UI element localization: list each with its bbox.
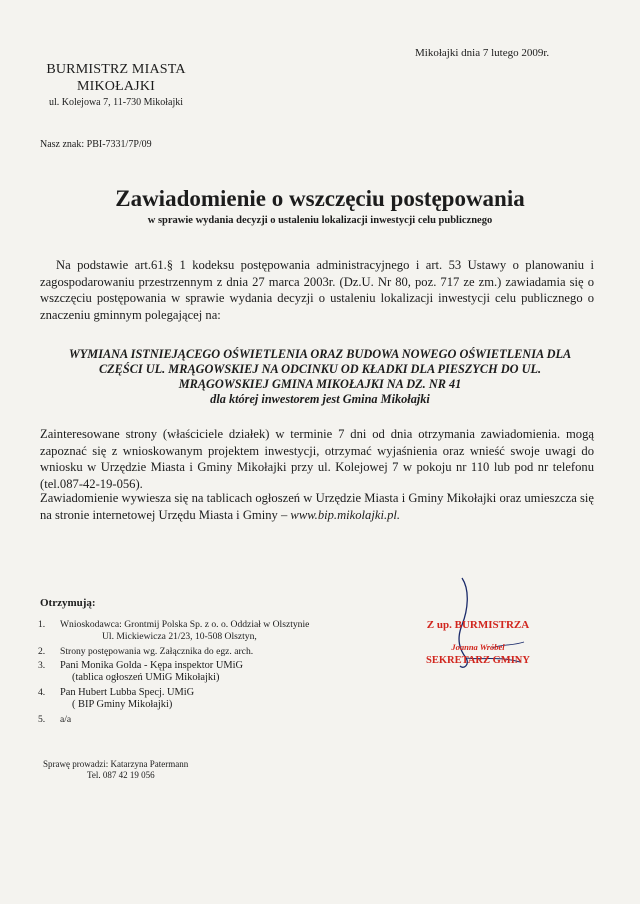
stamp-line-3: SEKRETARZ GMINY — [426, 655, 530, 666]
list-item — [38, 660, 309, 684]
list-item-number: 2. — [38, 645, 46, 657]
document-subtitle: w sprawie wydania decyzji o ustaleniu lokalizacji inwestycji celu publicznego — [147, 215, 493, 226]
investment-description — [40, 347, 600, 407]
list-item-number: 1. — [38, 619, 46, 630]
prepared-by-phone: Tel. 087 42 19 056 — [87, 770, 155, 780]
issuer-line-2: MIKOŁAJKI — [76, 79, 155, 94]
list-item-line: Pan Hubert Lubba Specj. UMiG — [60, 686, 195, 698]
paragraph-publication — [40, 490, 594, 523]
list-item-line: Ul. Mickiewicza 21/23, 10-508 Olsztyn, — [102, 630, 257, 642]
list-item-line: Pani Monika Golda - Kępa inspektor UMiG — [60, 660, 243, 672]
list-item — [38, 714, 309, 726]
list-item-line: Strony postępowania wg. Załącznika do egz. arch. — [60, 645, 254, 657]
list-item-line: (tablica ogłoszeń UMiG Mikołajki) — [72, 672, 220, 684]
reference-number: Nasz znak: PBI-7331/7P/09 — [40, 139, 152, 150]
stamp-line-2: Joanna Wróbel — [451, 642, 505, 652]
investment-line-1: WYMIANA ISTNIEJĄCEGO OŚWIETLENIA ORAZ BUDOWA NOWEGO OŚWIETLENIA DLA — [68, 347, 572, 361]
list-item-line: Wnioskodawca: Grontmij Polska Sp. z o. o. Oddział w Olsztynie — [60, 619, 310, 630]
recipients-heading: Otrzymują: — [40, 597, 96, 609]
official-stamp — [408, 619, 548, 667]
bip-website: www.bip.mikolajki.pl. — [290, 507, 401, 522]
list-item-number: 3. — [38, 660, 46, 672]
investment-line-4: dla której inwestorem jest Gmina Mikołajki — [210, 392, 430, 406]
list-item — [38, 646, 309, 658]
prepared-by — [43, 759, 188, 781]
document-date: Mikołajki dnia 7 lutego 2009r. — [415, 47, 550, 59]
paragraph-interested-parties: Zainteresowane strony (właściciele działek) w terminie 7 dni od dnia otrzymania zawiadomienia. mogą zapoznać się z wnioskowanym projektem inwestycji, otrzymać wyjaśnienia oraz wnieść swoje uwagi do wniosku w Urzędzie Miasta i Gminy Mikołajki przy ul. Kolejowej 7 w pokoju nr 110 lub pod nr telefonu (tel.087-42-19-056). — [40, 427, 594, 492]
investment-line-2: CZĘŚCI UL. MRĄGOWSKIEJ NA ODCINKU OD KŁADKI DLA PIESZYCH DO UL. — [98, 362, 542, 376]
issuer-line-1: BURMISTRZ MIASTA — [46, 62, 186, 77]
list-item — [38, 687, 309, 711]
investment-line-3: MRĄGOWSKIEJ GMINA MIKOŁAJKI NA DZ. NR 41 — [178, 377, 462, 391]
list-item-number: 4. — [38, 686, 46, 698]
list-item-number: 5. — [38, 713, 46, 725]
prepared-by-name: Sprawę prowadzi: Katarzyna Patermann — [43, 759, 189, 769]
issuer-block — [36, 62, 196, 108]
list-item-line: ( BIP Gminy Mikołajki) — [72, 698, 173, 710]
recipients-list — [38, 619, 309, 728]
issuer-address: ul. Kolejowa 7, 11-730 Mikołajki — [48, 97, 184, 108]
publication-text: Zawiadomienie wywiesza się na tablicach ogłoszeń w Urzędzie Miasta i Gminy Mikołajki oraz umieszcza się na stronie internetowej Urzędu Miasta i Gminy – — [40, 491, 594, 522]
document-title: Zawiadomienie o wszczęciu postępowania — [115, 186, 525, 211]
paragraph-legal-basis: Na podstawie art.61.§ 1 kodeksu postępowania administracyjnego i art. 53 Ustawy o planowaniu i zagospodarowaniu przestrzennym z dnia 27 marca 2003r. (Dz.U. Nr 80, poz. 717 ze zm.) zawiadamia się o wszczęciu postępowania w sprawie wydania decyzji o ustaleniu lokalizacji inwestycji celu publicznego o znaczeniu gminnym polegającej na: — [40, 258, 594, 323]
list-item-line: a/a — [60, 713, 72, 725]
stamp-line-1: Z up. BURMISTRZA — [426, 619, 530, 631]
list-item — [38, 619, 309, 643]
